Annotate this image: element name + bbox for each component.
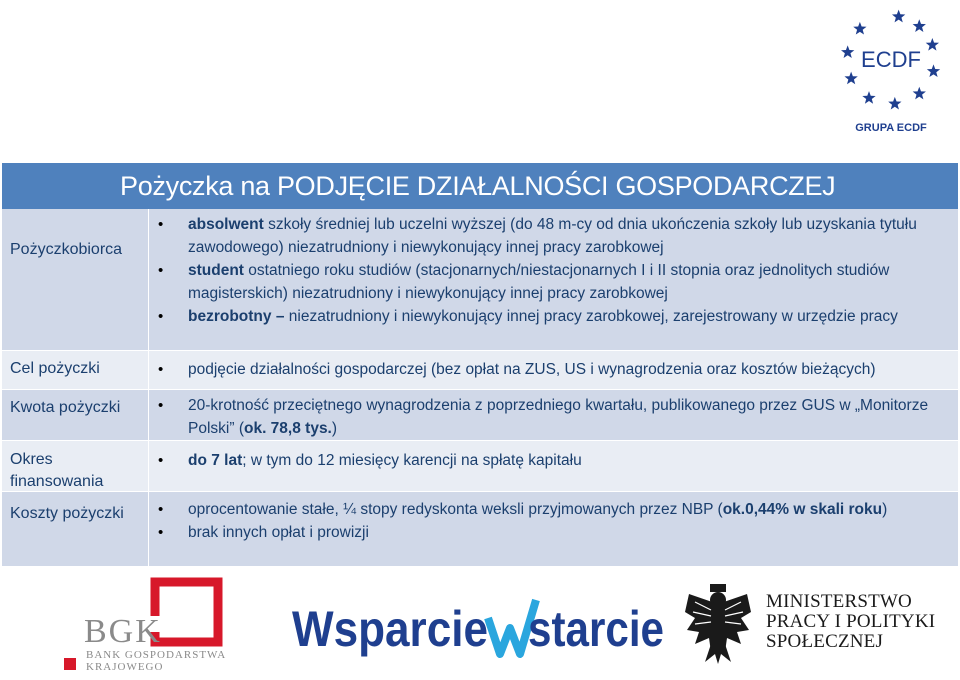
row-label-term: Okres finansowania <box>10 451 104 490</box>
row-label-purpose: Cel pożyczki <box>10 360 100 377</box>
ministry-line-3: SPOŁECZNEJ <box>766 631 884 652</box>
table-title: Pożyczka na PODJĘCIE DZIAŁALNOŚCI GOSPODARCZEJ <box>120 171 836 201</box>
item-text: 20-krotność przeciętnego wynagrodzenia z poprzedniego kwartału, publikowanego przez GUS w „Monitorze Polski” ( <box>188 397 929 437</box>
list-item <box>158 521 948 544</box>
list-item <box>158 213 948 259</box>
row-label-costs: Koszty pożyczki <box>10 505 124 522</box>
bold-term: student <box>188 262 244 279</box>
ecdf-star <box>926 38 939 51</box>
list-item <box>158 259 948 305</box>
table-row-purpose <box>2 351 958 390</box>
purpose-list <box>158 358 948 381</box>
item-text: oprocentowanie stałe, ¼ stopy redyskonta weksli przyjmowanych przez NBP ( <box>188 501 723 518</box>
bgk-name-line1: BANK GOSPODARSTWA <box>86 649 227 661</box>
bold-term: ok. 78,8 tys. <box>243 420 332 437</box>
ecdf-logo <box>828 5 954 135</box>
bgk-wordmark: BGK <box>84 613 162 650</box>
bullet-icon: • <box>158 308 164 325</box>
wsparcie-word: Wsparcie <box>292 601 488 657</box>
table-row-costs <box>2 492 958 566</box>
list-item <box>158 394 948 440</box>
borrower-list <box>158 213 948 328</box>
costs-list <box>158 498 948 544</box>
bgk-square-icon <box>64 658 76 670</box>
ecdf-star <box>888 97 901 110</box>
item-text: ; w tym do 12 miesięcy karencji na spłatę kapitału <box>242 452 582 469</box>
polish-eagle-emblem-icon <box>683 582 753 666</box>
list-item <box>158 498 948 521</box>
table-header <box>2 163 958 209</box>
item-text: ostatniego roku studiów (stacjonarnych/niestacjonarnych I i II stopnia oraz jednolitych studiów magisterskich) niezatrudniony i niewykonujący innej pracy zarobkowej <box>188 262 890 302</box>
ecdf-star <box>913 19 926 32</box>
bgk-name-line2: KRAJOWEGO <box>86 661 164 673</box>
ecdf-star <box>927 64 940 77</box>
loan-info-table <box>2 163 958 566</box>
starcie-word: starcie <box>528 601 664 657</box>
wsparcie-w-starcie-logo <box>292 588 668 670</box>
item-text: ) <box>331 420 338 437</box>
bullet-icon: • <box>158 216 164 233</box>
ecdf-star <box>913 87 926 100</box>
ecdf-star <box>853 22 866 35</box>
table-row-borrower <box>2 209 958 351</box>
item-text: brak innych opłat i prowizji <box>188 524 369 541</box>
bold-term: ok.0,44% w skali roku <box>722 501 883 518</box>
bullet-icon: • <box>158 452 164 469</box>
ecdf-star <box>862 91 875 104</box>
bullet-icon: • <box>158 262 164 279</box>
row-label-amount: Kwota pożyczki <box>10 399 121 416</box>
bullet-icon: • <box>158 361 164 378</box>
list-item <box>158 305 948 328</box>
ecdf-wordmark: ECDF <box>861 47 921 72</box>
list-item <box>158 358 948 381</box>
ecdf-stars-icon <box>828 5 954 135</box>
ecdf-star <box>844 72 857 85</box>
item-text: ) <box>882 501 888 518</box>
table-row-term <box>2 441 958 492</box>
bullet-icon: • <box>158 397 164 414</box>
item-text: podjęcie działalności gospodarczej (bez opłat na ZUS, US i wynagrodzenia oraz kosztów bieżących) <box>188 361 876 378</box>
table-row-amount <box>2 390 958 441</box>
ecdf-star <box>892 10 905 23</box>
ecdf-star <box>841 45 854 58</box>
ministry-logo <box>766 592 956 662</box>
item-text: szkoły średniej lub uczelni wyższej (do 48 m-cy od dnia ukończenia szkoły lub uzyskania tytułu zawodowego) niezatrudniony i niewykonujący innej pracy zarobkowej <box>188 216 917 256</box>
bold-term: bezrobotny – <box>188 308 285 325</box>
bold-term: absolwent <box>188 216 264 233</box>
amount-list <box>158 394 948 440</box>
bgk-frame-icon <box>155 582 218 642</box>
ecdf-group-label: GRUPA ECDF <box>855 122 927 134</box>
ministry-line-2: PRACY I POLITYKI <box>766 611 936 632</box>
item-text: niezatrudniony i niewykonujący innej pracy zarobkowej, zarejestrowany w urzędzie pracy <box>284 308 898 325</box>
bold-term: do 7 lat <box>188 452 243 469</box>
bgk-logo <box>62 576 232 674</box>
bullet-icon: • <box>158 501 164 518</box>
term-list <box>158 449 948 472</box>
bullet-icon: • <box>158 524 164 541</box>
list-item <box>158 449 948 472</box>
ministry-line-1: MINISTERSTWO <box>766 591 912 612</box>
row-label-borrower: Pożyczkobiorca <box>10 241 123 258</box>
